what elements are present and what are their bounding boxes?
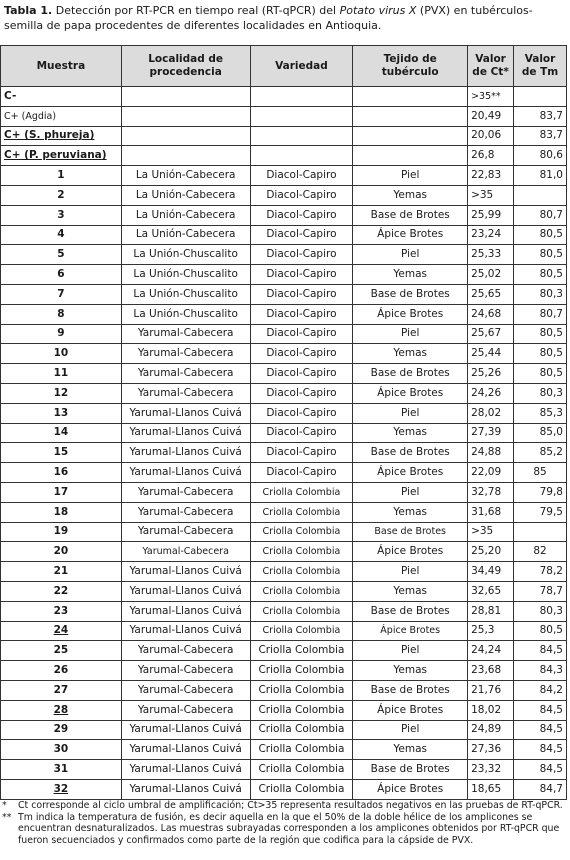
control-row [1,106,567,126]
ct-value: 18,65 [468,779,514,799]
localidad-cell: Yarumal-Cabecera [121,502,250,522]
tm-value: 85 [514,463,567,483]
localidad-cell: Yarumal-Cabecera [121,700,250,720]
tejido-cell: Ápice Brotes [353,542,468,562]
tejido-cell: Base de Brotes [353,760,468,780]
table-row [1,443,567,463]
ct-value: 20,06 [468,126,514,146]
variedad-cell: Criolla Colombia [250,621,353,641]
ct-value: 18,02 [468,700,514,720]
ct-value: 32,65 [468,581,514,601]
localidad-cell: Yarumal-Llanos Cuivá [121,581,250,601]
localidad-cell: Yarumal-Llanos Cuivá [121,720,250,740]
tejido-cell: Piel [353,562,468,582]
tm-value: 80,7 [514,205,567,225]
ct-value: 24,68 [468,304,514,324]
localidad-cell: La Unión-Cabecera [121,185,250,205]
table-row [1,364,567,384]
tm-value: 84,5 [514,740,567,760]
muestra-cell: 31 [1,760,122,780]
ct-value: 23,24 [468,225,514,245]
tejido-cell: Ápice Brotes [353,779,468,799]
tejido-cell: Piel [353,166,468,186]
ct-value: 25,44 [468,344,514,364]
empty-cell [250,87,353,107]
ct-value: 28,02 [468,403,514,423]
tejido-cell: Yemas [353,265,468,285]
footnote-text: Ct corresponde al ciclo umbral de amplificación; Ct>35 representa resultados negativos en las pruebas de RT-qPCR. [18,800,563,811]
table-caption [4,3,564,33]
localidad-cell: Yarumal-Llanos Cuivá [121,423,250,443]
muestra-cell: 29 [1,720,122,740]
tm-value: 79,8 [514,482,567,502]
variedad-cell: Diacol-Capiro [250,205,353,225]
muestra-cell: 22 [1,581,122,601]
ct-value: 26,8 [468,146,514,166]
table-row [1,166,567,186]
table-row [1,205,567,225]
empty-cell [353,146,468,166]
ct-value: 27,36 [468,740,514,760]
table-row [1,383,567,403]
variedad-cell: Criolla Colombia [250,779,353,799]
tejido-cell: Piel [353,641,468,661]
pvx-results-table [0,45,567,800]
localidad-cell: La Unión-Chuscalito [121,304,250,324]
localidad-cell: Yarumal-Llanos Cuivá [121,463,250,483]
muestra-cell: 17 [1,482,122,502]
control-row [1,126,567,146]
tejido-cell: Yemas [353,740,468,760]
tm-value [514,87,567,107]
tejido-cell: Ápice Brotes [353,700,468,720]
caption-virus-name: Potato virus X [339,4,417,17]
table-row [1,542,567,562]
tejido-cell: Yemas [353,581,468,601]
table-row [1,760,567,780]
tejido-cell: Ápice Brotes [353,463,468,483]
table-row [1,225,567,245]
variedad-cell: Criolla Colombia [250,542,353,562]
control-name: C+ (Agdia) [1,106,122,126]
muestra-cell: 16 [1,463,122,483]
tm-value: 80,5 [514,364,567,384]
header-localidad: Localidad de procedencia [121,46,250,87]
tm-value [514,522,567,542]
localidad-cell: Yarumal-Llanos Cuivá [121,601,250,621]
localidad-cell: Yarumal-Cabecera [121,542,250,562]
tejido-cell: Ápice Brotes [353,304,468,324]
table-row [1,601,567,621]
ct-value: 24,26 [468,383,514,403]
table-row [1,680,567,700]
muestra-cell: 21 [1,562,122,582]
muestra-cell: 12 [1,383,122,403]
footnote-text: Tm indica la temperatura de fusión, es decir aquella en la que el 50% de la doble hélice de los amplicones se encuentran desnaturalizados. Las muestras subrayadas corresponden a los amplicones obtenidos por RT-qPCR que fueron secuenciados y confirmados como parte de la región que codifica para la cápside de PVX. [18,811,560,846]
table-row [1,522,567,542]
tm-value: 80,5 [514,324,567,344]
tm-value: 80,5 [514,225,567,245]
table-row [1,641,567,661]
tm-value [514,185,567,205]
localidad-cell: Yarumal-Cabecera [121,680,250,700]
tm-value: 85,2 [514,443,567,463]
ct-value: 34,49 [468,562,514,582]
ct-value: 24,89 [468,720,514,740]
table-row [1,324,567,344]
muestra-cell: 19 [1,522,122,542]
tm-value: 80,7 [514,304,567,324]
tm-value: 81,0 [514,166,567,186]
ct-value: 20,49 [468,106,514,126]
control-name: C+ (P. peruviana) [1,146,122,166]
variedad-cell: Criolla Colombia [250,562,353,582]
table-row [1,265,567,285]
ct-value: 25,65 [468,284,514,304]
footnotes [2,800,568,846]
ct-value: >35 [468,522,514,542]
tm-value: 82 [514,542,567,562]
muestra-cell: 15 [1,443,122,463]
localidad-cell: Yarumal-Llanos Cuivá [121,621,250,641]
footnote-mark: * [2,800,7,811]
muestra-cell: 18 [1,502,122,522]
empty-cell [250,126,353,146]
table-row [1,502,567,522]
localidad-cell: Yarumal-Llanos Cuivá [121,760,250,780]
muestra-cell: 14 [1,423,122,443]
variedad-cell: Criolla Colombia [250,581,353,601]
empty-cell [121,126,250,146]
localidad-cell: Yarumal-Cabecera [121,522,250,542]
ct-value: 21,76 [468,680,514,700]
variedad-cell: Criolla Colombia [250,601,353,621]
caption-label: Tabla 1. [4,4,53,17]
control-name: C+ (S. phureja) [1,126,122,146]
ct-value: 22,09 [468,463,514,483]
muestra-cell: 7 [1,284,122,304]
caption-text-before: Detección por RT-PCR en tiempo real (RT-qPCR) del [55,4,337,17]
ct-value: 24,24 [468,641,514,661]
tm-value: 80,5 [514,344,567,364]
table-row [1,344,567,364]
ct-value: 23,32 [468,760,514,780]
tm-value: 84,3 [514,661,567,681]
variedad-cell: Diacol-Capiro [250,344,353,364]
localidad-cell: La Unión-Chuscalito [121,245,250,265]
muestra-cell: 30 [1,740,122,760]
tejido-cell: Piel [353,403,468,423]
ct-value: 25,67 [468,324,514,344]
tm-value: 84,2 [514,680,567,700]
caption-text-after: (PVX) en tubérculos-semilla de papa procedentes de diferentes localidades en Antioquia. [4,4,533,32]
tejido-cell: Piel [353,482,468,502]
tm-value: 80,3 [514,383,567,403]
table-row [1,779,567,799]
variedad-cell: Criolla Colombia [250,522,353,542]
empty-cell [121,87,250,107]
localidad-cell: Yarumal-Cabecera [121,364,250,384]
variedad-cell: Diacol-Capiro [250,443,353,463]
localidad-cell: Yarumal-Cabecera [121,661,250,681]
tm-value: 83,7 [514,126,567,146]
header-tm: Valor de Tm [514,46,567,87]
ct-value: >35 [468,185,514,205]
localidad-cell: Yarumal-Llanos Cuivá [121,779,250,799]
localidad-cell: Yarumal-Llanos Cuivá [121,403,250,423]
tm-value: 80,5 [514,245,567,265]
ct-value: 25,3 [468,621,514,641]
localidad-cell: Yarumal-Llanos Cuivá [121,443,250,463]
variedad-cell: Criolla Colombia [250,661,353,681]
empty-cell [250,106,353,126]
table-body [1,87,567,800]
ct-value: 25,02 [468,265,514,285]
table-row [1,581,567,601]
tejido-cell: Base de Brotes [353,680,468,700]
muestra-cell: 10 [1,344,122,364]
tejido-cell: Base de Brotes [353,522,468,542]
variedad-cell: Diacol-Capiro [250,304,353,324]
table-row [1,423,567,443]
localidad-cell: Yarumal-Cabecera [121,344,250,364]
muestra-cell: 1 [1,166,122,186]
variedad-cell: Diacol-Capiro [250,324,353,344]
variedad-cell: Diacol-Capiro [250,284,353,304]
variedad-cell: Diacol-Capiro [250,185,353,205]
variedad-cell: Criolla Colombia [250,502,353,522]
localidad-cell: Yarumal-Llanos Cuivá [121,562,250,582]
variedad-cell: Criolla Colombia [250,680,353,700]
table-row [1,403,567,423]
variedad-cell: Criolla Colombia [250,482,353,502]
tm-value: 83,7 [514,106,567,126]
header-muestra: Muestra [1,46,122,87]
table-row [1,185,567,205]
ct-value: 28,81 [468,601,514,621]
header-row [1,46,567,87]
control-name: C- [1,87,122,107]
control-row [1,146,567,166]
tm-value: 84,5 [514,720,567,740]
tejido-cell: Ápice Brotes [353,621,468,641]
tm-value: 85,3 [514,403,567,423]
muestra-cell: 32 [1,779,122,799]
tejido-cell: Ápice Brotes [353,225,468,245]
variedad-cell: Criolla Colombia [250,760,353,780]
tm-value: 80,5 [514,265,567,285]
empty-cell [121,106,250,126]
tejido-cell: Yemas [353,185,468,205]
table-row [1,463,567,483]
tm-value: 84,5 [514,641,567,661]
tejido-cell: Yemas [353,661,468,681]
ct-value: 25,26 [468,364,514,384]
tejido-cell: Base de Brotes [353,601,468,621]
tejido-cell: Piel [353,720,468,740]
tm-value: 78,2 [514,562,567,582]
variedad-cell: Diacol-Capiro [250,265,353,285]
variedad-cell: Diacol-Capiro [250,463,353,483]
table-row [1,245,567,265]
table-row [1,482,567,502]
tm-value: 80,6 [514,146,567,166]
ct-value: 27,39 [468,423,514,443]
variedad-cell: Criolla Colombia [250,740,353,760]
ct-value: 25,20 [468,542,514,562]
table-row [1,562,567,582]
footnote-mark: ** [2,811,12,823]
localidad-cell: Yarumal-Llanos Cuivá [121,740,250,760]
variedad-cell: Diacol-Capiro [250,383,353,403]
footnote [2,812,568,847]
muestra-cell: 9 [1,324,122,344]
ct-value: 25,33 [468,245,514,265]
localidad-cell: Yarumal-Cabecera [121,641,250,661]
tejido-cell: Base de Brotes [353,364,468,384]
tm-value: 80,3 [514,601,567,621]
table-row [1,621,567,641]
localidad-cell: La Unión-Cabecera [121,205,250,225]
variedad-cell: Criolla Colombia [250,700,353,720]
muestra-cell: 6 [1,265,122,285]
empty-cell [353,87,468,107]
localidad-cell: La Unión-Cabecera [121,225,250,245]
tejido-cell: Yemas [353,344,468,364]
variedad-cell: Criolla Colombia [250,641,353,661]
table-row [1,740,567,760]
tejido-cell: Ápice Brotes [353,383,468,403]
muestra-cell: 23 [1,601,122,621]
variedad-cell: Diacol-Capiro [250,403,353,423]
tejido-cell: Base de Brotes [353,443,468,463]
muestra-cell: 4 [1,225,122,245]
table-row [1,700,567,720]
table-row [1,720,567,740]
table-row [1,304,567,324]
table-row [1,284,567,304]
tm-value: 79,5 [514,502,567,522]
header-ct: Valor de Ct* [468,46,514,87]
variedad-cell: Diacol-Capiro [250,225,353,245]
tejido-cell: Base de Brotes [353,284,468,304]
ct-value: >35** [468,87,514,107]
ct-value: 23,68 [468,661,514,681]
localidad-cell: La Unión-Cabecera [121,166,250,186]
tm-value: 78,7 [514,581,567,601]
muestra-cell: 20 [1,542,122,562]
variedad-cell: Diacol-Capiro [250,245,353,265]
muestra-cell: 3 [1,205,122,225]
tm-value: 84,5 [514,760,567,780]
tejido-cell: Piel [353,324,468,344]
tm-value: 84,7 [514,779,567,799]
localidad-cell: Yarumal-Cabecera [121,482,250,502]
muestra-cell: 26 [1,661,122,681]
variedad-cell: Criolla Colombia [250,720,353,740]
muestra-cell: 13 [1,403,122,423]
localidad-cell: La Unión-Chuscalito [121,284,250,304]
table-row [1,661,567,681]
tm-value: 80,3 [514,284,567,304]
control-row [1,87,567,107]
ct-value: 32,78 [468,482,514,502]
ct-value: 22,83 [468,166,514,186]
muestra-cell: 8 [1,304,122,324]
empty-cell [353,106,468,126]
tejido-cell: Piel [353,245,468,265]
empty-cell [353,126,468,146]
muestra-cell: 5 [1,245,122,265]
muestra-cell: 28 [1,700,122,720]
variedad-cell: Diacol-Capiro [250,166,353,186]
muestra-cell: 25 [1,641,122,661]
footnote [2,800,568,812]
localidad-cell: Yarumal-Cabecera [121,383,250,403]
muestra-cell: 2 [1,185,122,205]
tm-value: 85,0 [514,423,567,443]
ct-value: 31,68 [468,502,514,522]
tm-value: 80,5 [514,621,567,641]
tejido-cell: Base de Brotes [353,205,468,225]
muestra-cell: 27 [1,680,122,700]
tejido-cell: Yemas [353,423,468,443]
localidad-cell: La Unión-Chuscalito [121,265,250,285]
tm-value: 84,5 [514,700,567,720]
empty-cell [250,146,353,166]
variedad-cell: Diacol-Capiro [250,364,353,384]
muestra-cell: 11 [1,364,122,384]
header-tejido: Tejido de tubérculo [353,46,468,87]
header-variedad: Variedad [250,46,353,87]
empty-cell [121,146,250,166]
localidad-cell: Yarumal-Cabecera [121,324,250,344]
tejido-cell: Yemas [353,502,468,522]
muestra-cell: 24 [1,621,122,641]
variedad-cell: Diacol-Capiro [250,423,353,443]
ct-value: 25,99 [468,205,514,225]
ct-value: 24,88 [468,443,514,463]
